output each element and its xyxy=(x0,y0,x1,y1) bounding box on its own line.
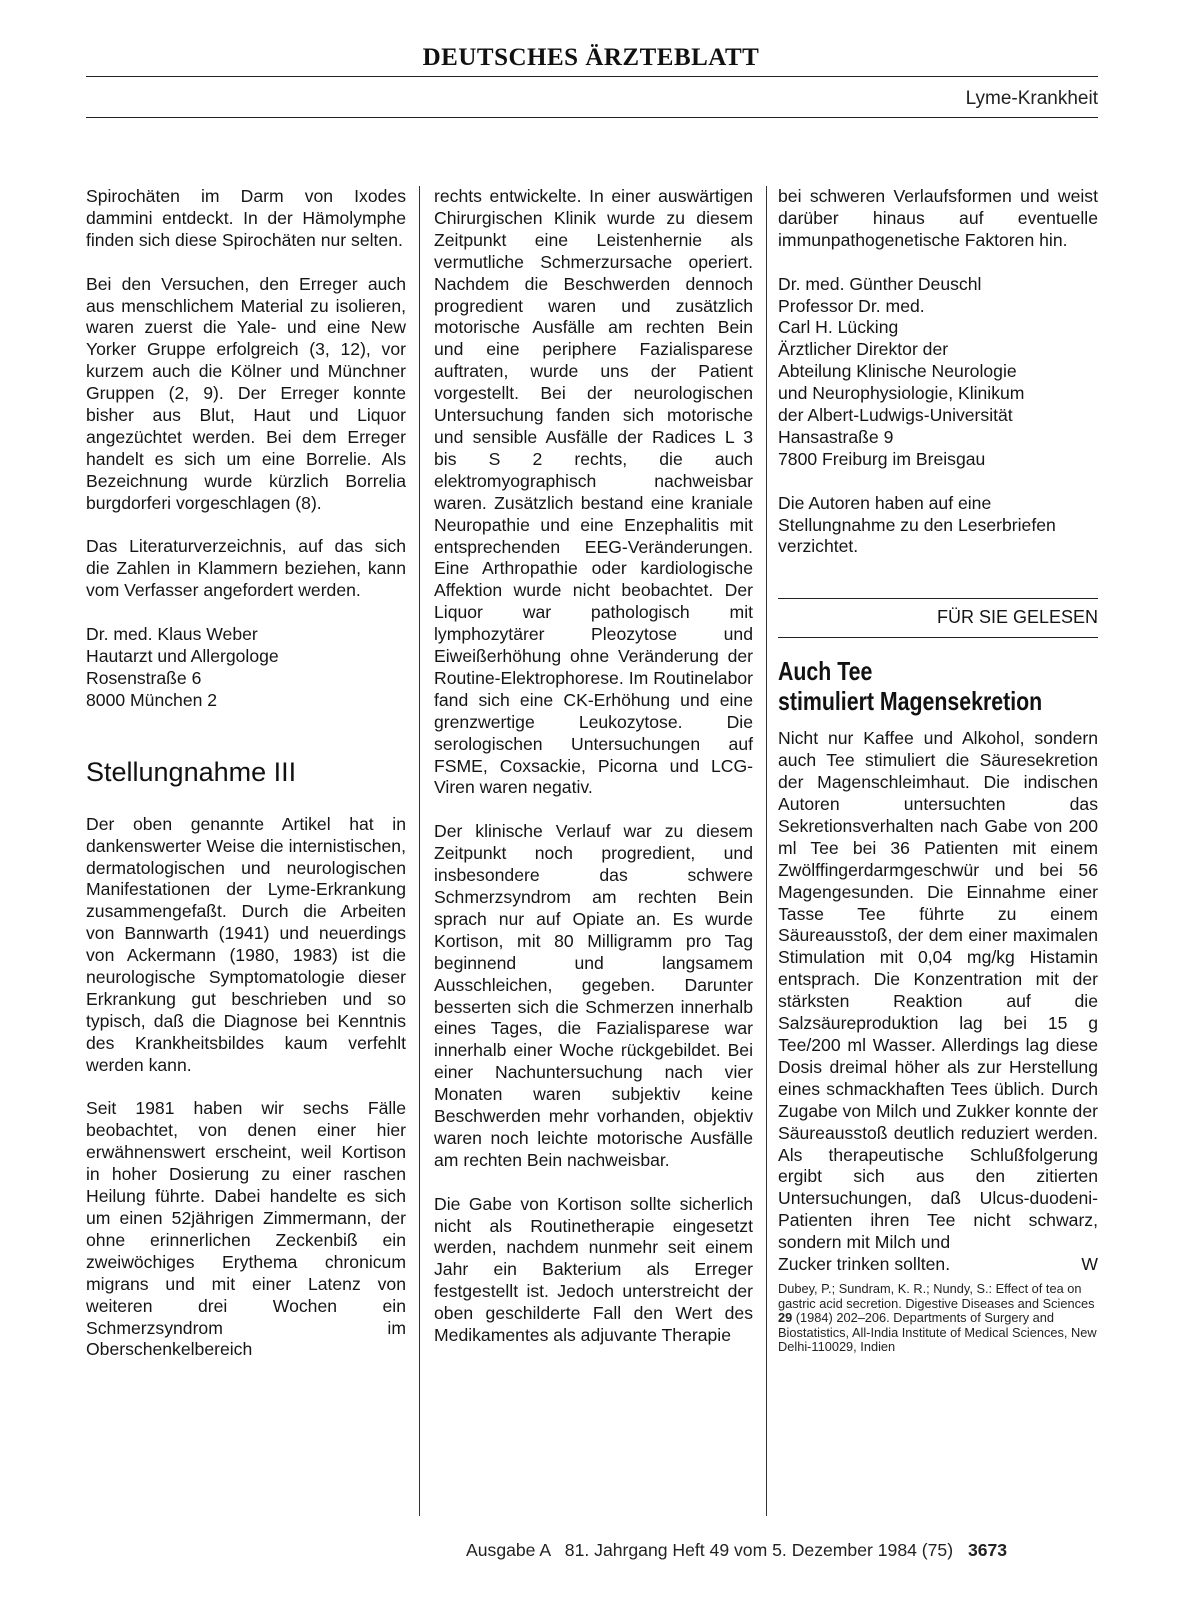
section-heading: Stellungnahme III xyxy=(86,756,297,787)
paragraph: Der klinische Verlauf war zu diesem Zeitpunkt noch progredient, und insbesondere das schwere Schmerzsyndrom am rechten Bein sprach nur auf Opiate an. Es wurde Kortison, mit 80 Milligramm pro Tag beginnend und langsamem Ausschleichen, gegeben. Darunter besserten sich die Schmerzen innerhalb eines Tages, die Fazialisparese war innerhalb einer Woche rückgebildet. Bei einer Nachuntersuchung nach vier Monaten waren subjektiv keine Beschwerden mehr vorhanden, objektiv waren noch leichte motorische Ausfälle am rechten Bein nachweisbar. xyxy=(434,821,753,1170)
author-line: Dr. med. Klaus Weber xyxy=(86,624,258,645)
paragraph: rechts entwickelte. In einer auswärtigen Chirurgischen Klinik wurde zu diesem Zeitpunkt eine Leistenhernie als vermutliche Schmerzursache operiert. Nachdem die Beschwerden dennoch progredient waren und zusätzlich motorische Ausfälle am rechten Bein und eine periphere Fazialisparese auftraten, wurde uns der Patient vorgestellt. Bei der neurologischen Untersuchung fanden sich motorische und sensible Ausfälle der Radices L 3 bis S 2 rechts, die auch elektromyographisch nachweisbar waren. Zusätzlich bestand eine kraniale Neuropathie und eine Enzephalitis mit entsprechenden EEG-Veränderungen. Eine Arthropathie oder kardiologische Affektion wurde nicht beobachtet. Der Liquor war pathologisch mit lymphozytärer Pleozytose und Eiweißerhöhung ohne Veränderung der Routine-Elektrophorese. Im Routinelabor fand sich eine CK-Erhöhung und eine grenzwertige Leukozytose. Die serologischen Untersuchungen auf FSME, Coxsackie, Picorna und LCG-Viren waren negativ. xyxy=(434,186,753,798)
paragraph-end: Zucker trinken sollten. xyxy=(778,1254,951,1275)
column-1 xyxy=(86,186,406,1383)
author-line: Rosenstraße 6 xyxy=(86,667,202,688)
paragraph: Bei den Versuchen, den Erreger auch aus menschlichem Material zu isolieren, waren zuerst die Yale- und eine New Yorker Gruppe erfolgreich (3, 12), vor kurzem auch die Kölner und Münchner Gruppen (2, 9). Der Erreger konnte bisher aus Blut, Haut und Liquor angezüchtet werden. Bei dem Erreger handelt es sich um eine Borrelie. Als Bezeichnung wurde kürzlich Borrelia burgdorferi vorgeschlagen (8). xyxy=(86,273,406,513)
headline-line: stimuliert Magensekretion xyxy=(778,686,1043,717)
paragraph: Seit 1981 haben wir sechs Fälle beobachtet, von denen einer hier erwähnenswert erscheint, weil Kortison in hoher Dosierung zu einer raschen Heilung führte. Dabei handelte es sich um einen 52jährigen Zimmermann, der ohne erinnerlichen Zeckenbiß ein zweiwöchiges Erythema chronicum migrans und mit einer Latenz von weiteren drei Wochen ein Schmerzsyndrom im Oberschenkelbereich xyxy=(86,1098,406,1360)
author-line: Professor Dr. med. xyxy=(778,295,925,316)
kicker-rule-bottom xyxy=(778,637,1098,638)
author-line: Hansastraße 9 xyxy=(778,426,894,447)
page-number: 3673 xyxy=(967,1540,1008,1560)
paragraph: Die Autoren haben auf eine Stellungnahme zu den Leserbriefen verzichtet. xyxy=(778,492,1056,557)
author-line: Hautarzt und Allergologe xyxy=(86,645,279,666)
column-divider-2 xyxy=(766,186,767,1516)
headline-line: Auch Tee xyxy=(778,656,873,687)
paragraph: bei schweren Verlaufsformen und weist darüber hinaus auf eventuelle immunpathogenetische Faktoren hin. xyxy=(778,186,1098,250)
issue-info: Ausgabe A 81. Jahrgang Heft 49 vom 5. Dezember 1984 (75) xyxy=(466,1540,954,1560)
paragraph: Spirochäten im Darm von Ixodes dammini entdeckt. In der Hämolymphe finden sich diese Spirochäten nur selten. xyxy=(86,186,406,250)
paragraph: Der oben genannte Artikel hat in dankenswerter Weise die internistischen, dermatologischen und neurologischen Manifestationen der Lyme-Erkrankung zusammengefaßt. Durch die Arbeiten von Bannwarth (1941) und neuerdings von Ackermann (1980, 1983) ist die neurologische Symptomatologie dieser Erkrankung gut beschrieben und so typisch, daß die Diagnose bei Kenntnis des Krankheitsbildes kaum verfehlt werden kann. xyxy=(86,813,406,1075)
paragraph: Nicht nur Kaffee und Alkohol, sondern auch Tee stimuliert die Säuresekretion der Magenschleimhaut. Die indischen Autoren untersuchten das Sekretionsverhalten nach Gabe von 200 ml Tee bei 36 Patienten mit einem Zwölffingerdarmgeschwür und bei 56 Magengesunden. Die Einnahme einer Tasse Tee führte zu einem Säureausstoß, der dem einer maximalen Stimulation mit 0,04 mg/kg Histamin entsprach. Die Konzentration mit der stärksten Reaktion auf die Salzsäureproduktion lag bei 15 g Tee/200 ml Wasser. Allerdings lag diese Dosis dreimal höher als zur Herstellung eines schmackhaften Tees üblich. Durch Zugabe von Milch und Zukker konnte der Säureausstoß deutlich reduziert werden. Als therapeutische Schlußfolgerung ergibt sich aus den zitierten Untersuchungen, daß Ulcus-duodeni-Patienten ihren Tee nicht schwarz, sondern mit Milch und xyxy=(778,728,1098,1253)
author-line: Ärztlicher Direktor der xyxy=(778,339,949,360)
author-line: Abteilung Klinische Neurologie xyxy=(778,361,1017,382)
author-address xyxy=(86,624,406,712)
author-line: Carl H. Lücking xyxy=(778,317,899,338)
author-line: der Albert-Ludwigs-Universität xyxy=(778,405,1013,426)
column-divider-1 xyxy=(419,186,420,1516)
author-line: 7800 Freiburg im Breisgau xyxy=(778,448,986,469)
author-initial: W xyxy=(1081,1254,1098,1275)
column-3 xyxy=(778,186,1098,1355)
column-2 xyxy=(434,186,753,1369)
reference-text: Dubey, P.; Sundram, K. R.; Nundy, S.: Effect of tea on gastric acid secretion. Digestive Diseases and Sciences xyxy=(778,1280,1095,1311)
paragraph: Die Gabe von Kortison sollte sicherlich nicht als Routinetherapie eingesetzt werden, nachdem nunmehr seit einem Jahr ein Bakterium als Erreger festgestellt ist. Jedoch unterstreicht der oben geschilderte Fall den Wert des Medikamentes als adjuvante Therapie xyxy=(434,1193,753,1346)
reference-text: (1984) 202–206. Departments of Surgery and Biostatistics, All-India Institute of Medical Sciences, New Delhi-110029, Indien xyxy=(778,1310,1097,1355)
header-rule-bottom xyxy=(86,117,1098,118)
masthead: DEUTSCHES ÄRZTEBLATT xyxy=(422,44,760,71)
section-label: Lyme-Krankheit xyxy=(965,88,1098,109)
author-line: Dr. med. Günther Deuschl xyxy=(778,273,982,294)
reference-citation xyxy=(778,1282,1098,1355)
header-rule-top xyxy=(86,76,1098,77)
author-line: und Neurophysiologie, Klinikum xyxy=(778,383,1025,404)
page-footer xyxy=(466,1540,1106,1561)
signoff-line xyxy=(778,1254,1098,1276)
kicker-label: FÜR SIE GELESEN xyxy=(936,607,1098,628)
article-headline xyxy=(778,656,1098,716)
paragraph: Das Literaturverzeichnis, auf das sich die Zahlen in Klammern beziehen, kann vom Verfasser angefordert werden. xyxy=(86,536,406,601)
author-line: 8000 München 2 xyxy=(86,689,218,710)
author-address xyxy=(778,274,1098,471)
reference-volume: 29 xyxy=(778,1310,793,1326)
